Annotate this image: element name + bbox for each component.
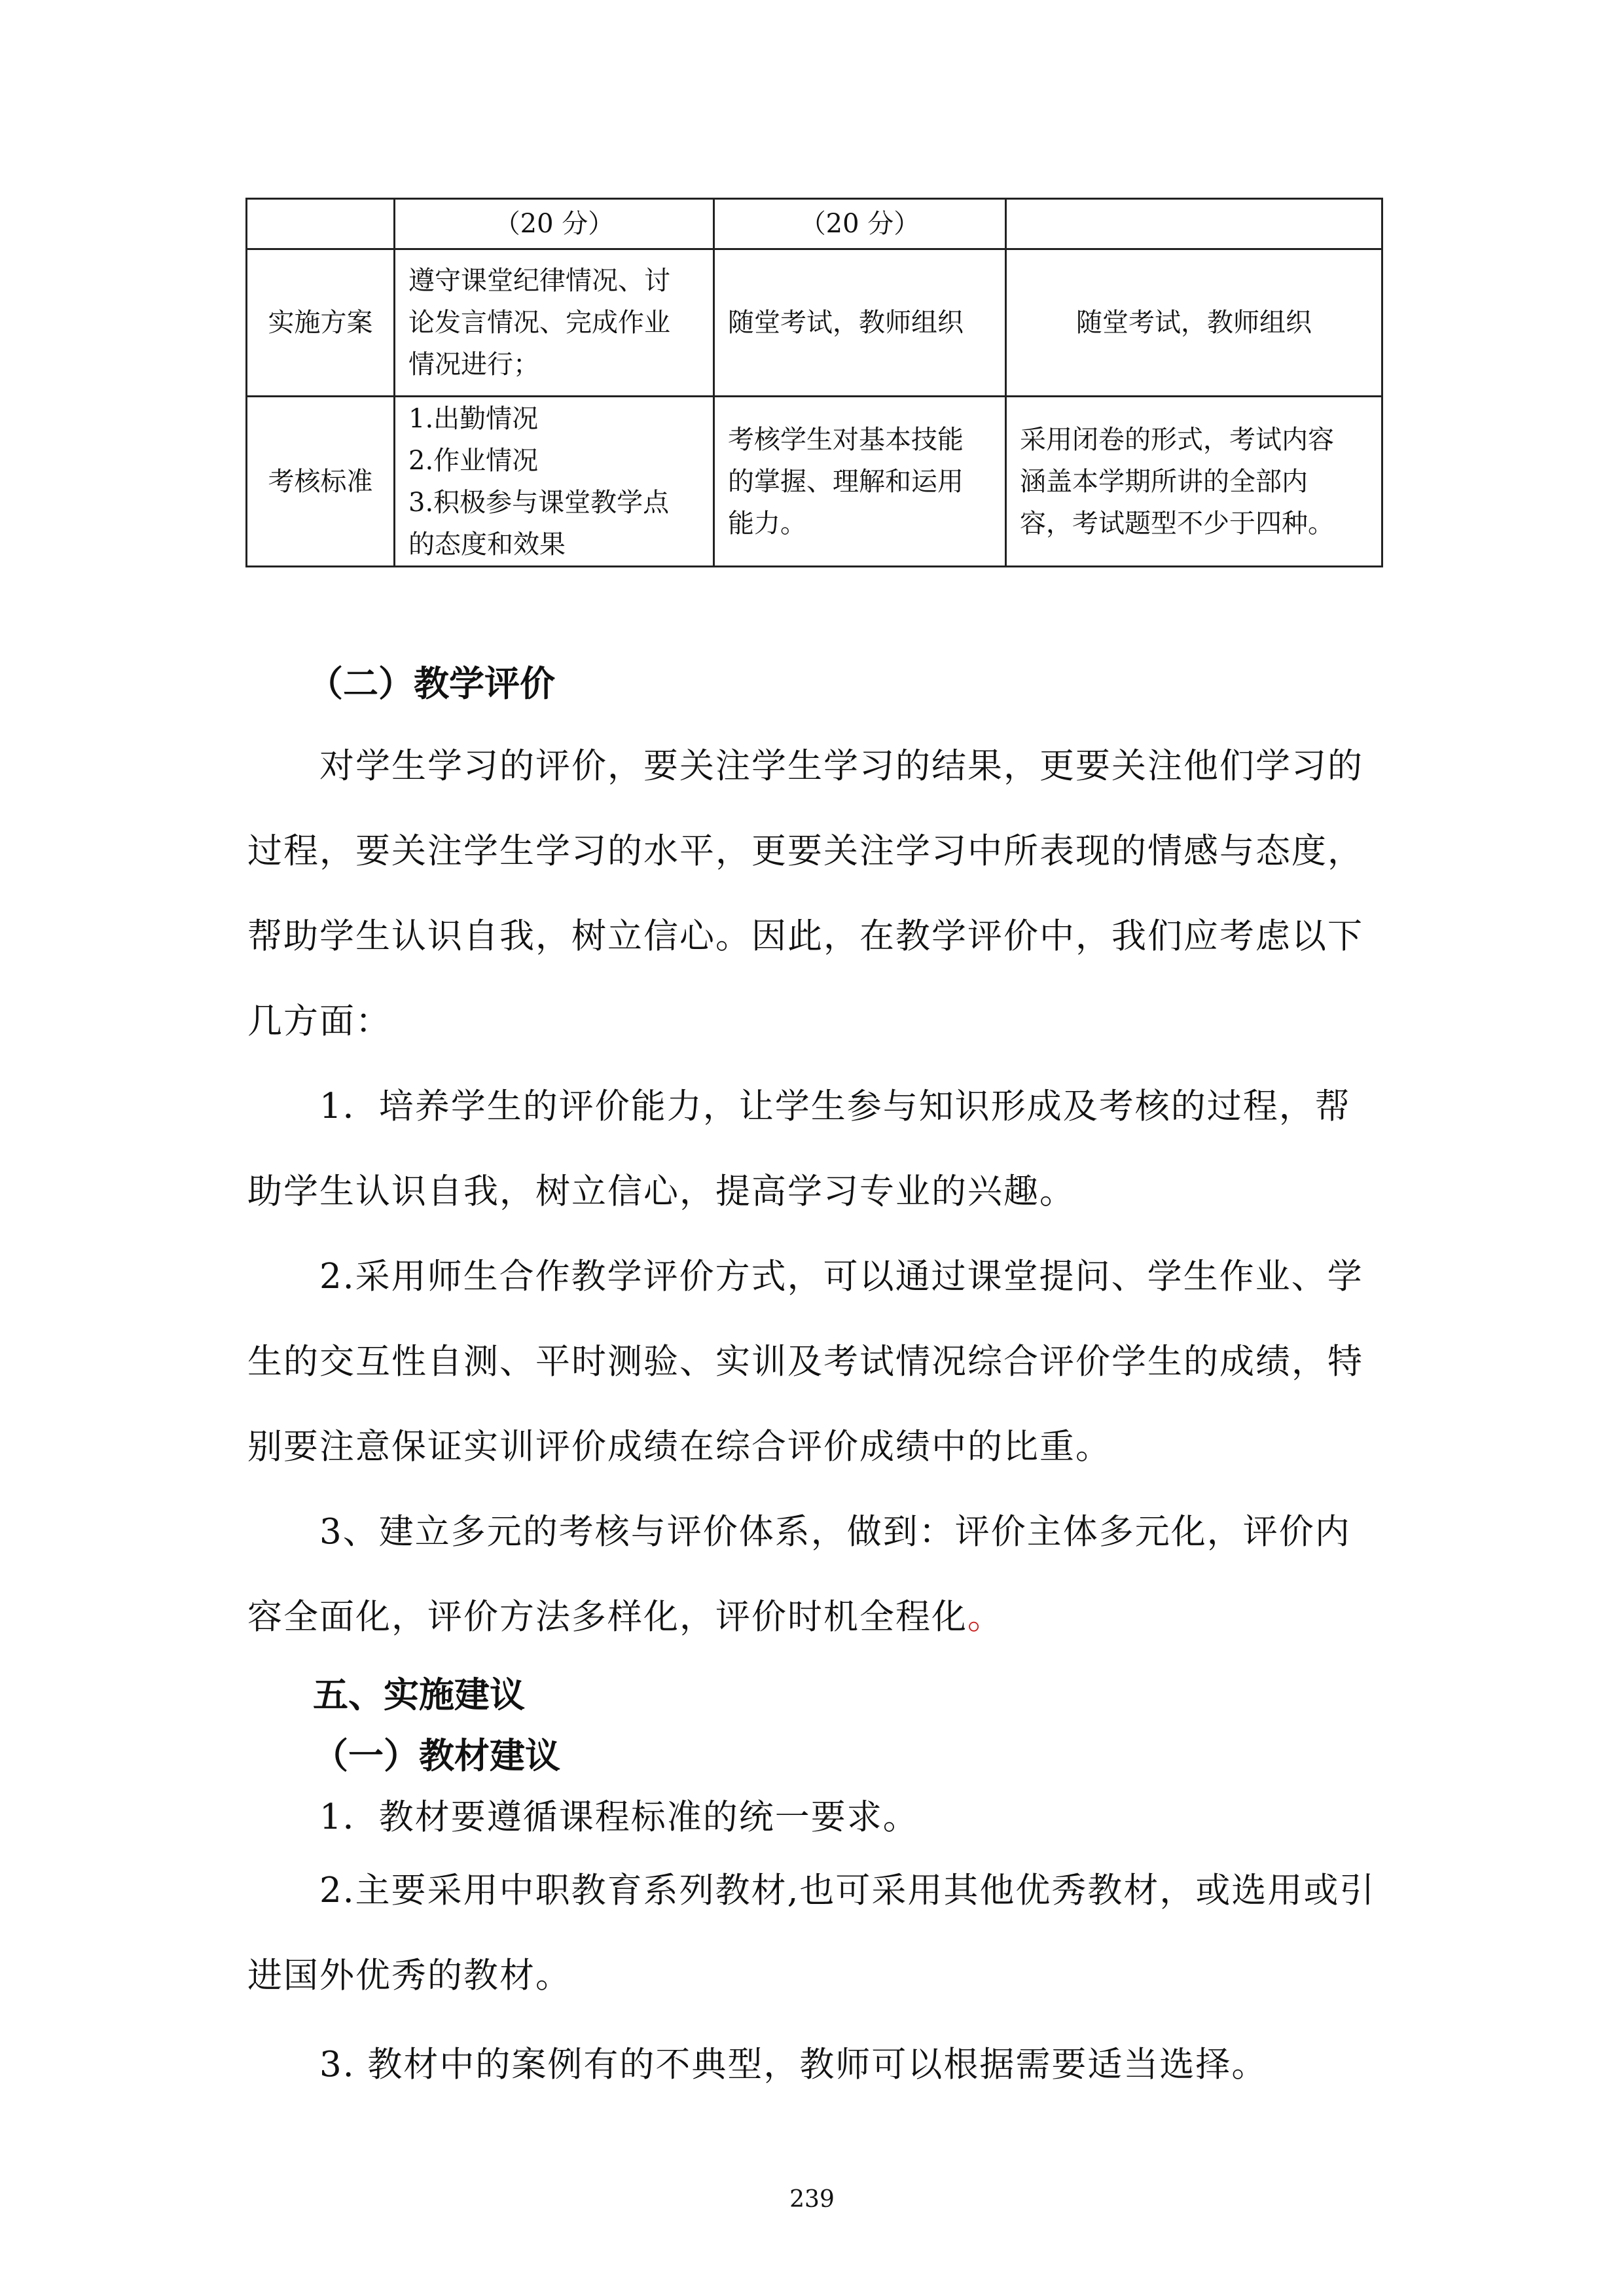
cell-line: 论发言情况、完成作业	[408, 308, 670, 338]
paragraph-eval-item-2	[247, 1234, 1383, 1490]
cell-line: 3.积极参与课堂教学点	[408, 487, 670, 518]
paragraph-textbook-item-1: 1．教材要遵循课程标准的统一要求。	[319, 1797, 919, 1837]
subsection-heading-textbook: （一）教材建议	[313, 1734, 560, 1776]
section-heading-teaching-evaluation: （二）教学评价	[308, 662, 555, 704]
assessment-table	[245, 198, 1383, 567]
cell-line: 1.出勤情况	[408, 403, 539, 434]
row-label: 实施方案	[247, 249, 395, 397]
paragraph-text: 2.主要采用中职教育系列教材,也可采用其他优秀教材，或选用或引进国外优秀的教材。	[247, 1871, 1376, 1996]
paragraph-text: 1．培养学生的评价能力，让学生参与知识形成及考核的过程，帮助学生认识自我，树立信心，提高学习专业的兴趣。	[247, 1086, 1351, 1211]
paragraph-textbook-item-3: 3. 教材中的案例有的不典型，教师可以根据需要适当选择。	[319, 2045, 1268, 2085]
row-label: 考核标准	[247, 397, 395, 567]
table-cell: （20 分）	[395, 199, 714, 249]
cell-line: 涵盖本学期所讲的全部内	[1020, 466, 1308, 497]
cell-line: 考核学生对基本技能	[728, 424, 964, 455]
paragraph-textbook-item-2	[247, 1848, 1383, 2018]
paragraph-text: 对学生学习的评价，要关注学生学习的结果，更要关注他们学习的过程，要关注学生学习的水平，更要关注学习中所表现的情感与态度，帮助学生认识自我，树立信心。因此，在教学评价中，我们应考虑以下几方面：	[247, 746, 1363, 1041]
cell-line: 遵守课堂纪律情况、讨	[408, 266, 670, 296]
table-row	[247, 199, 1382, 249]
paragraph-eval-item-1	[247, 1064, 1383, 1234]
table-cell: 随堂考试，教师组织	[714, 249, 1006, 397]
table-cell	[395, 397, 714, 567]
table-row	[247, 397, 1382, 567]
cell-line: 情况进行；	[408, 350, 539, 380]
paragraph-text: 3、建立多元的考核与评价体系，做到：评价主体多元化，评价内容全面化，评价方法多样化，评价时机全程化	[247, 1512, 1351, 1637]
cell-line: 的态度和效果	[408, 529, 566, 560]
table-cell	[1006, 199, 1382, 249]
table-cell	[1006, 397, 1382, 567]
section-heading-implementation: 五、实施建议	[313, 1674, 525, 1715]
paragraph-eval-item-3	[247, 1490, 1383, 1660]
paragraph-eval-intro	[247, 724, 1383, 1064]
red-period: 。	[967, 1597, 1003, 1637]
page-number: 239	[789, 2186, 835, 2213]
table-cell	[714, 397, 1006, 567]
cell-line: 能力。	[728, 508, 806, 539]
paragraph-text: 2.采用师生合作教学评价方式，可以通过课堂提问、学生作业、学生的交互性自测、平时测验、实训及考试情况综合评价学生的成绩，特别要注意保证实训评价成绩在综合评价成绩中的比重。	[247, 1257, 1363, 1467]
cell-line: 采用闭卷的形式，考试内容	[1020, 424, 1334, 455]
cell-line: 2.作业情况	[408, 445, 539, 476]
table-cell	[395, 249, 714, 397]
table-cell: （20 分）	[714, 199, 1006, 249]
table-row	[247, 249, 1382, 397]
table-cell	[247, 199, 395, 249]
table-cell: 随堂考试，教师组织	[1006, 249, 1382, 397]
cell-line: 容，考试题型不少于四种。	[1020, 508, 1334, 539]
cell-line: 的掌握、理解和运用	[728, 466, 964, 497]
